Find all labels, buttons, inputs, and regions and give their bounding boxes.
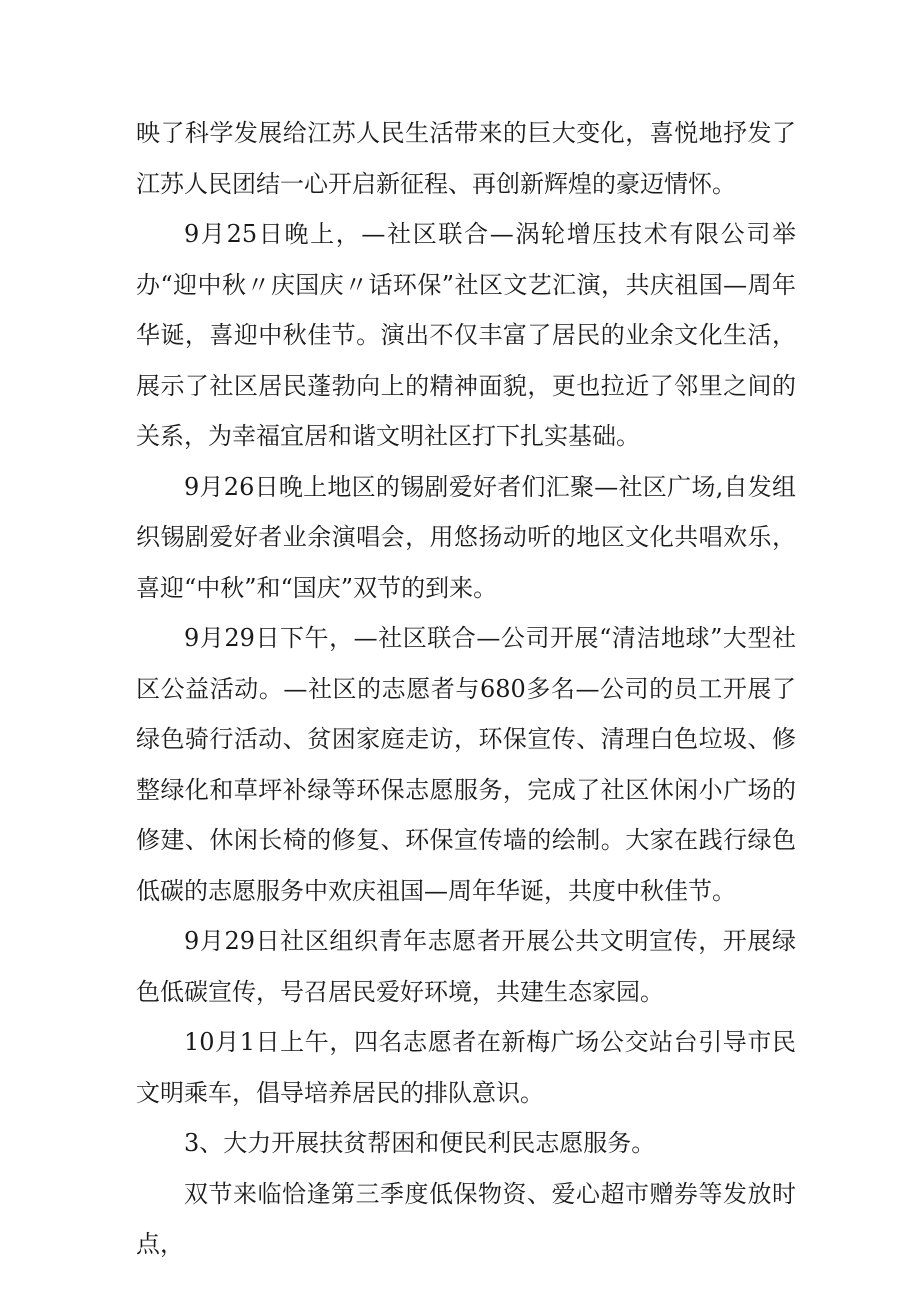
paragraph-continuation: 映了科学发展给江苏人民生活带来的巨大变化，喜悦地抒发了江苏人民团结一心开启新征程、再创新辉煌的豪迈情怀。: [136, 119, 796, 198]
section-heading-3: 3、大力开展扶贫帮困和便民利民志愿服务。: [184, 1129, 656, 1157]
paragraph-oct-1-volunteers: 10月1日上午，四名志愿者在新梅广场公交站台引导市民文明乘车，倡导培养居民的排队意识。: [136, 1028, 796, 1107]
paragraph-sept-29-civic-promotion: 9月29日社区组织青年志愿者开展公共文明宣传，开展绿色低碳宣传，号召居民爱好环境，共建生态家园。: [136, 927, 796, 1006]
paragraph-sept-25-performance: 9月25日晚上，—社区联合—涡轮增压技术有限公司举办“迎中秋〃庆国庆〃话环保”社区文艺汇演，共庆祖国—周年华诞，喜迎中秋佳节。演出不仅丰富了居民的业余文化生活，展示了社区居民蓬勃向上的精神面貌，更也拉近了邻里之间的关系，为幸福宜居和谐文明社区打下扎实基础。: [136, 220, 796, 450]
paragraph-holiday-distribution: 双节来临恰逢第三季度低保物资、爱心超市赠券等发放时点，: [136, 1179, 796, 1258]
paragraph-sept-29-clean-earth: 9月29日下午，—社区联合—公司开展“清洁地球”大型社区公益活动。—社区的志愿者与680多名—公司的员工开展了绿色骑行活动、贫困家庭走访，环保宣传、清理白色垃圾、修整绿化和草坪补绿等环保志愿服务，完成了社区休闲小广场的修建、休闲长椅的修复、环保宣传墙的绘制。大家在践行绿色低碳的志愿服务中欢庆祖国—周年华诞，共度中秋佳节。: [136, 624, 796, 905]
paragraph-sept-26-opera: 9月26日晚上地区的锡剧爱好者们汇聚—社区广场,自发组织锡剧爱好者业余演唱会，用悠扬动听的地区文化共唱欢乐，喜迎“中秋”和“国庆”双节的到来。: [136, 472, 796, 602]
document-body: [136, 108, 796, 1270]
